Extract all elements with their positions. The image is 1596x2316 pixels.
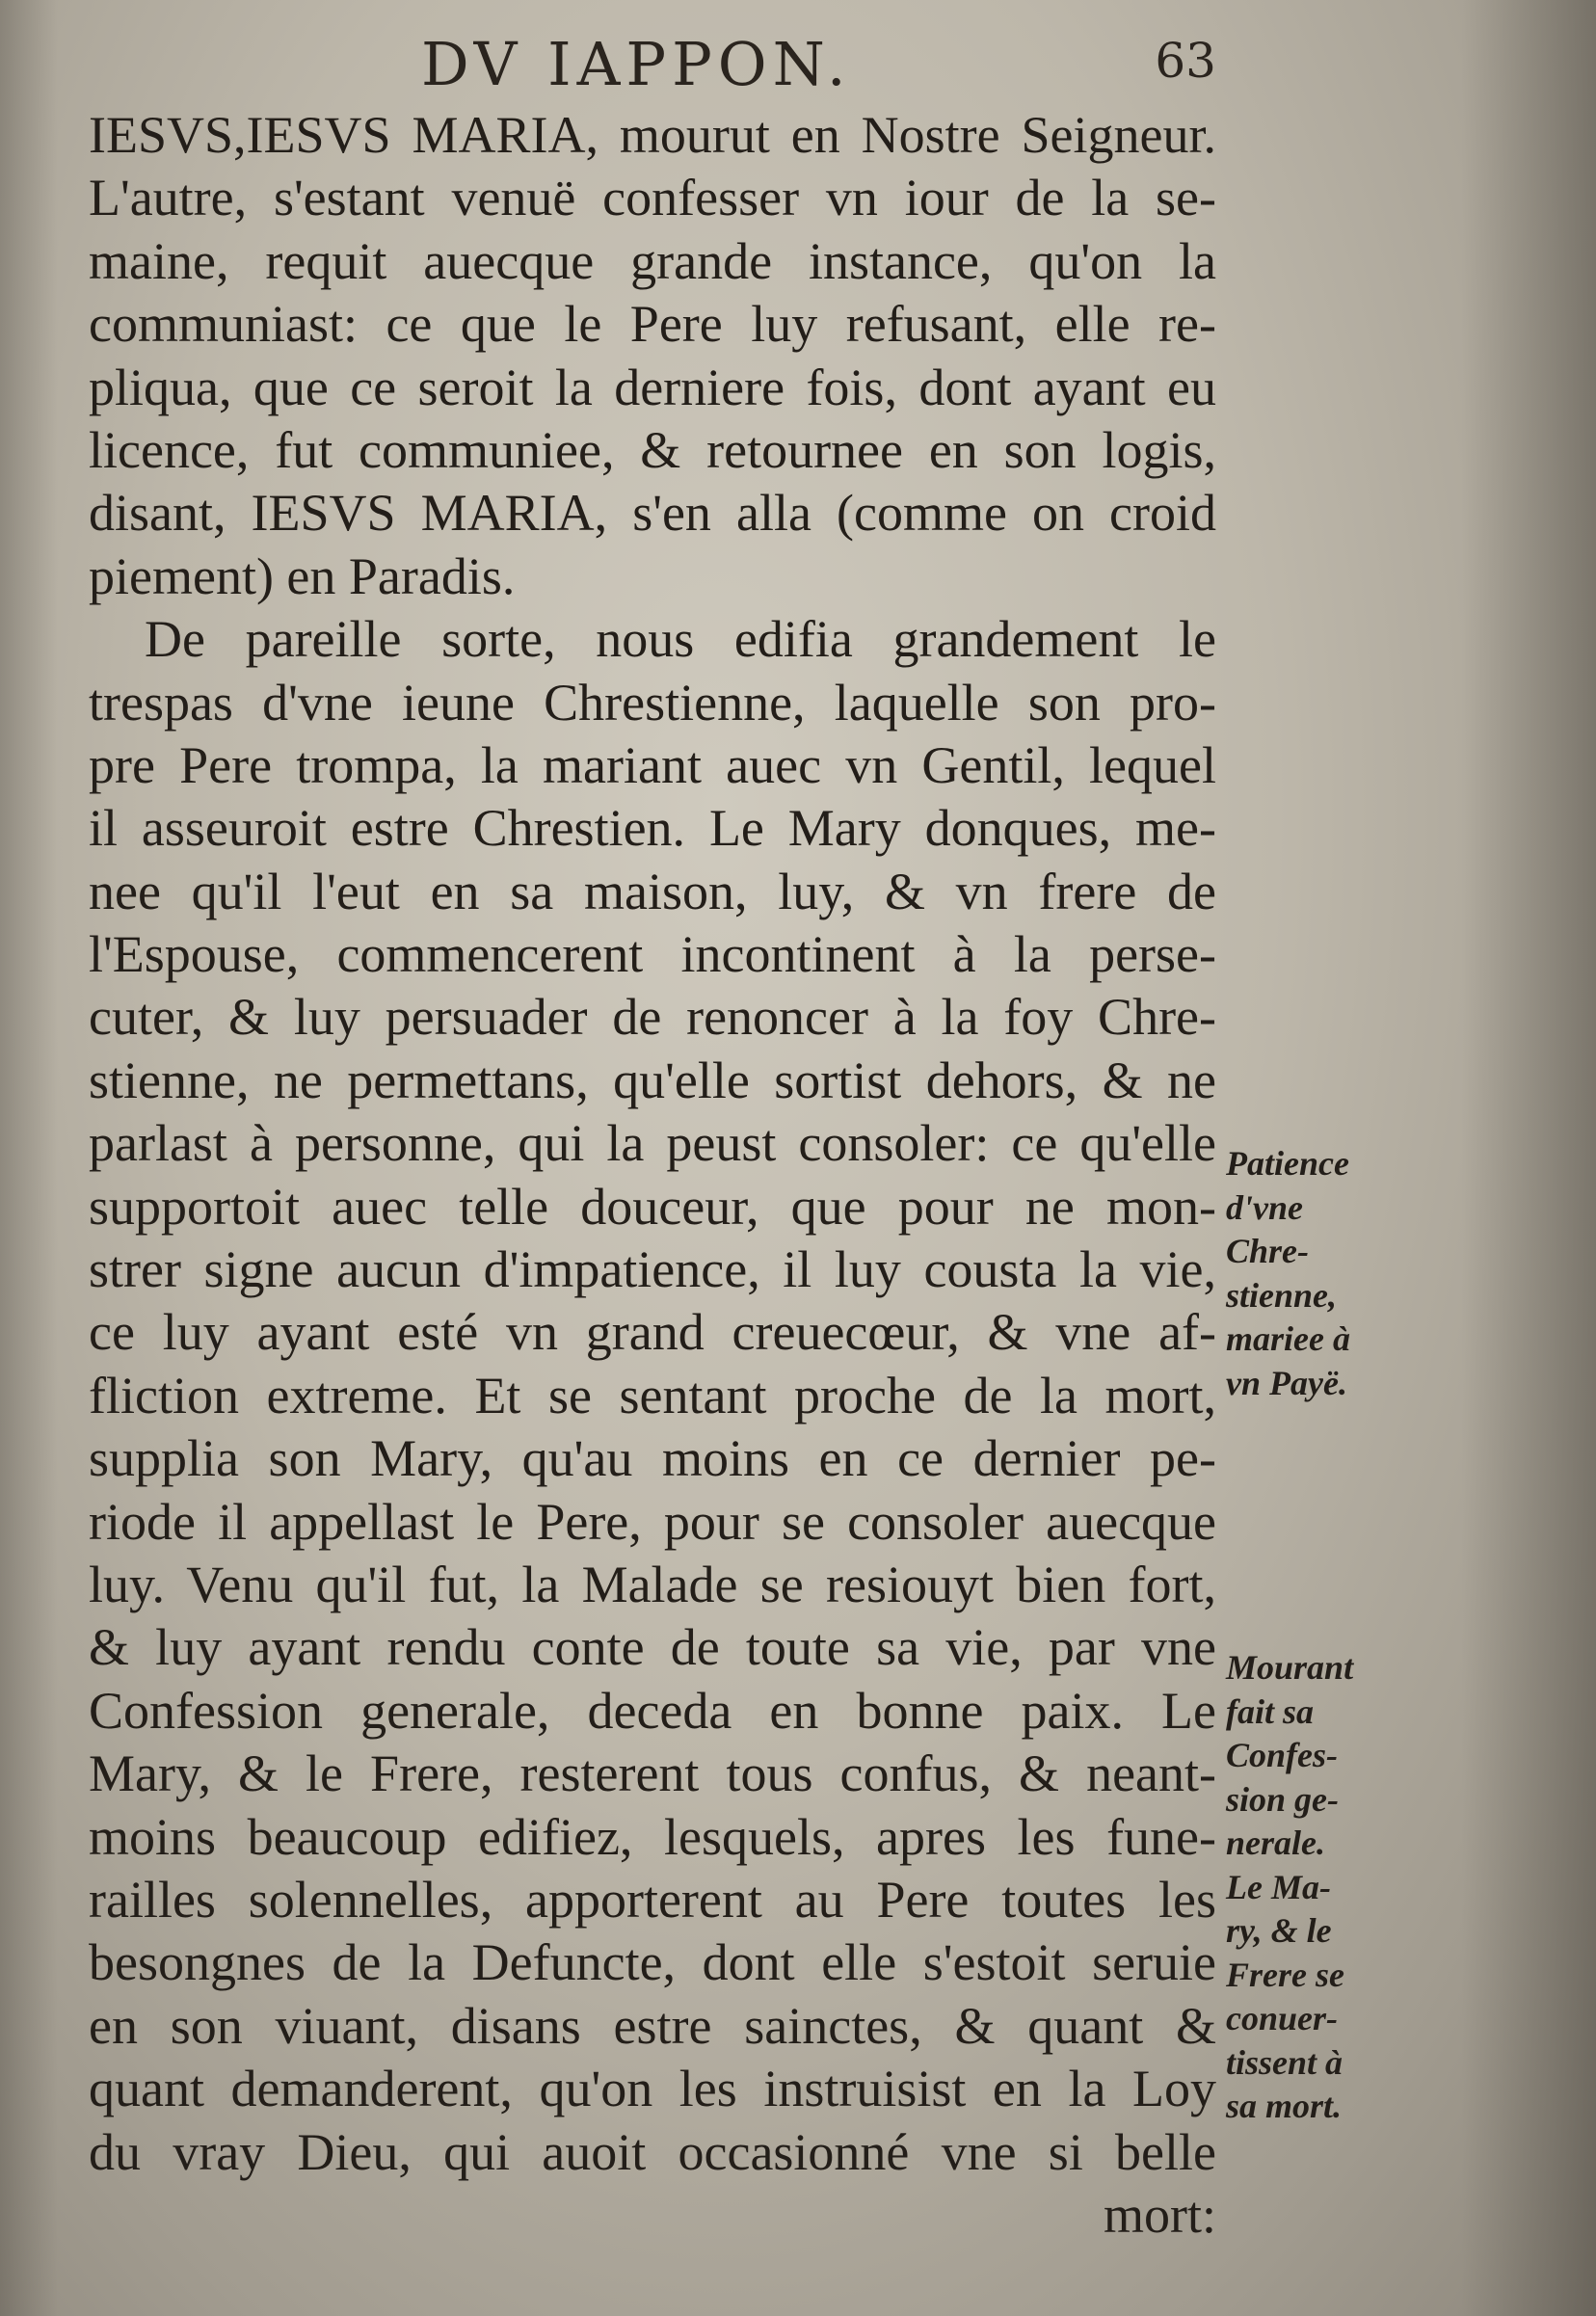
text-line: disant, IESVS MARIA, s'en alla (comme on croid [89,484,1216,543]
margin-note-patience [1226,1142,1399,1405]
text-line: supplia son Mary, qu'au moins en ce dernier pe- [89,1429,1216,1488]
margin-note-line: tissent à [1226,2042,1343,2082]
text-line: en son viuant, disans estre sainctes, & quant & [89,1996,1216,2055]
text-line: & luy ayant rendu conte de toute sa vie, par vne [89,1618,1216,1677]
margin-note-line: stienne, [1226,1275,1338,1315]
margin-note-line: sion ge- [1226,1779,1339,1819]
text-line: parlast à personne, qui la peust consoler: ce qu'elle [89,1114,1216,1173]
text-line: riode il appellast le Pere, pour se consoler auecque [89,1492,1216,1551]
margin-note-line: mariee à [1226,1319,1350,1358]
running-head: DV IAPPON. [421,29,852,99]
text-line: du vray Dieu, qui auoit occasionné vne si belle [89,2122,1216,2181]
text-line: trespas d'vne ieune Chrestienne, laquelle son pro- [89,673,1216,732]
text-line: supportoit auec telle douceur, que pour ne mon- [89,1177,1216,1236]
text-line: luy. Venu qu'il fut, la Malade se resiouyt bien fort, [89,1555,1216,1613]
page-number: 63 [1155,33,1216,89]
margin-note-line: Frere se [1226,1955,1344,1994]
margin-note-line: Confes- [1226,1736,1338,1774]
catchword: mort: [1104,2185,1216,2244]
text-line: nee qu'il l'eut en sa maison, luy, & vn frere de [89,862,1216,920]
paragraph-start-line: De pareille sorte, nous edifia grandement le [145,610,1216,669]
text-line: L'autre, s'estant venuë confesser vn iour de la se- [89,169,1216,227]
margin-note-line: fait sa [1226,1691,1315,1731]
margin-note-confession [1226,1646,1399,2129]
text-line: cuter, & luy persuader de renoncer à la foy Chre- [89,988,1216,1047]
text-line: Mary, & le Frere, resterent tous confus, & neant- [89,1744,1216,1803]
margin-note-line: Chre- [1226,1232,1310,1270]
text-line: fliction extreme. Et se sentant proche de la mort, [89,1366,1216,1424]
margin-note-line: conuer- [1226,1999,1338,2037]
margin-note-line: vn Payë. [1226,1363,1347,1402]
text-line: besongnes de la Defuncte, dont elle s'estoit seruie [89,1933,1216,1992]
text-line: piement) en Paradis. [89,546,516,605]
page-header [89,29,1216,106]
margin-note-line: Patience [1226,1144,1349,1183]
text-line: railles solennelles, apporterent au Pere toutes les [89,1870,1216,1929]
text-line: Confession generale, deceda en bonne paix. Le [89,1681,1216,1740]
body-text [89,104,1216,2247]
margin-note-line: nerale. [1226,1824,1325,1862]
margin-note-line: d'vne [1226,1187,1303,1227]
text-line: quant demanderent, qu'on les instruisist en la Loy [89,2060,1216,2118]
text-line: ce luy ayant esté vn grand creuecœur, & vne af- [89,1303,1216,1362]
text-line: maine, requit auecque grande instance, qu'on la [89,231,1216,290]
margin-note-line: Le Ma- [1226,1867,1331,1906]
text-line: IESVS,IESVS MARIA, mourut en Nostre Seigneur. [89,106,1216,164]
text-line: pre Pere trompa, la mariant auec vn Gentil, lequel [89,735,1216,794]
text-line: communiast: ce que le Pere luy refusant, elle re- [89,295,1216,354]
text-line: moins beaucoup edifiez, lesquels, apres les fune- [89,1807,1216,1866]
text-line: pliqua, que ce seroit la derniere fois, dont ayant eu [89,358,1216,416]
text-line: licence, fut communiee, & retournee en son logis, [89,420,1216,479]
margin-note-line: Mourant [1226,1648,1354,1687]
text-line: stienne, ne permettans, qu'elle sortist dehors, & ne [89,1051,1216,1109]
text-line: strer signe aucun d'impatience, il luy cousta la vie, [89,1240,1216,1299]
text-line: il asseuroit estre Chrestien. Le Mary donques, me- [89,799,1216,858]
margin-note-line: ry, & le [1226,1911,1332,1950]
margin-note-line: sa mort. [1226,2087,1343,2125]
text-line: l'Espouse, commencerent incontinent à la perse- [89,925,1216,984]
